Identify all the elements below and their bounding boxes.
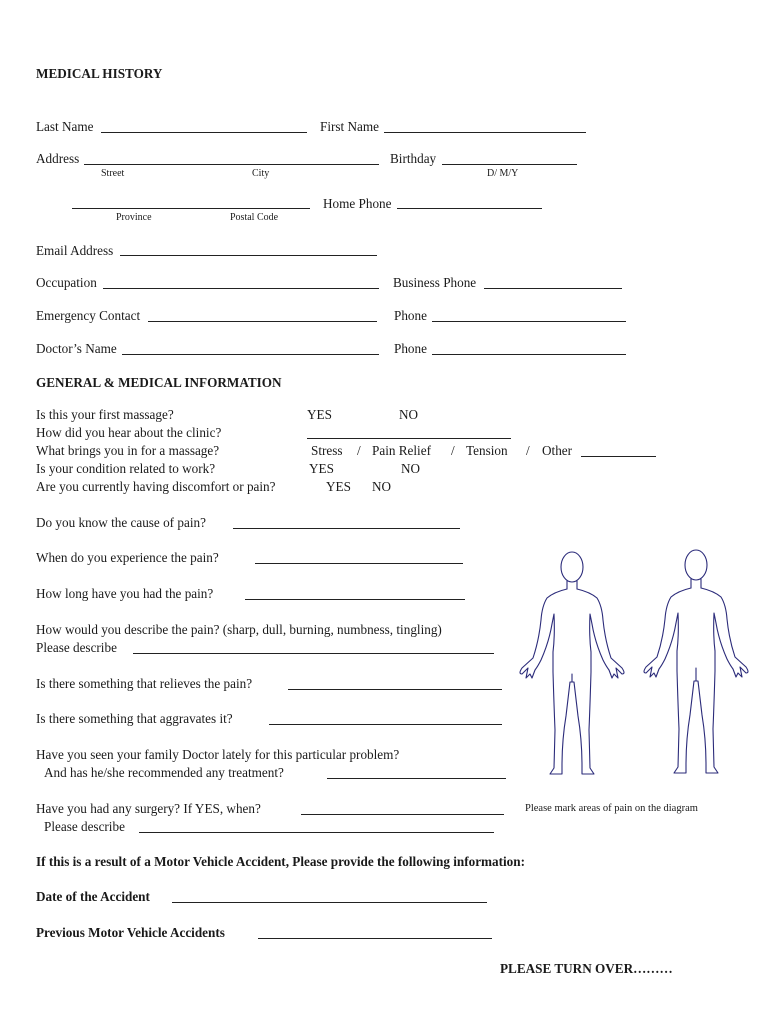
front-body-figure: [520, 552, 624, 774]
recommended-field[interactable]: [327, 778, 506, 779]
first-massage-yes[interactable]: YES: [307, 407, 332, 422]
emergency-contact-field[interactable]: [148, 321, 377, 322]
cause-field[interactable]: [233, 528, 460, 529]
emergency-contact-label: Emergency Contact: [36, 308, 141, 323]
business-phone-field[interactable]: [484, 288, 622, 289]
when-question: When do you experience the pain?: [36, 550, 219, 565]
street-caption: Street: [101, 168, 125, 179]
doctor-phone-label: Phone: [394, 341, 427, 356]
discomfort-yes[interactable]: YES: [326, 479, 351, 494]
how-long-question: How long have you had the pain?: [36, 586, 214, 601]
other-field[interactable]: [581, 456, 656, 457]
diagram-caption: Please mark areas of pain on the diagram: [525, 803, 698, 814]
aggravates-field[interactable]: [269, 724, 502, 725]
business-phone-label: Business Phone: [393, 275, 477, 290]
recommended-question: And has he/she recommended any treatment?: [44, 765, 284, 780]
work-no[interactable]: NO: [401, 461, 421, 476]
home-phone-field[interactable]: [397, 208, 542, 209]
province-postal-field[interactable]: [72, 208, 310, 209]
first-name-field[interactable]: [384, 132, 586, 133]
describe-question: How would you describe the pain? (sharp, dull, burning, numbness, tingling): [36, 622, 442, 637]
when-field[interactable]: [255, 563, 463, 564]
mva-heading: If this is a result of a Motor Vehicle Accident, Please provide the following information:: [36, 854, 526, 869]
email-field[interactable]: [120, 255, 377, 256]
back-body-figure: [644, 550, 748, 773]
first-massage-question: Is this your first massage?: [36, 407, 174, 422]
work-question: Is your condition related to work?: [36, 461, 216, 476]
postal-code-caption: Postal Code: [230, 212, 279, 223]
hear-question: How did you hear about the clinic?: [36, 425, 222, 440]
option-other[interactable]: Other: [542, 443, 573, 458]
surgery-question: Have you had any surgery? If YES, when?: [36, 801, 261, 816]
birthday-label: Birthday: [390, 151, 437, 166]
surgery-describe-field[interactable]: [139, 832, 494, 833]
home-phone-label: Home Phone: [323, 196, 392, 211]
discomfort-question: Are you currently having discomfort or pain?: [36, 479, 276, 494]
occupation-label: Occupation: [36, 275, 97, 290]
email-label: Email Address: [36, 243, 114, 258]
turn-over-note: PLEASE TURN OVER………: [500, 961, 673, 976]
relieves-question: Is there something that relieves the pain?: [36, 676, 253, 691]
birthday-field[interactable]: [442, 164, 577, 165]
hear-field[interactable]: [307, 438, 511, 439]
cause-question: Do you know the cause of pain?: [36, 515, 206, 530]
province-caption: Province: [116, 212, 152, 223]
please-describe-label: Please describe: [36, 640, 117, 655]
aggravates-question: Is there something that aggravates it?: [36, 711, 233, 726]
separator: /: [526, 443, 530, 458]
option-pain-relief[interactable]: Pain Relief: [372, 443, 431, 458]
doctors-name-field[interactable]: [122, 354, 379, 355]
body-diagram[interactable]: [508, 540, 770, 780]
work-yes[interactable]: YES: [309, 461, 334, 476]
doctor-phone-field[interactable]: [432, 354, 626, 355]
doctor-question: Have you seen your family Doctor lately for this particular problem?: [36, 747, 400, 762]
general-heading: GENERAL & MEDICAL INFORMATION: [36, 375, 282, 390]
address-label: Address: [36, 151, 80, 166]
separator: /: [451, 443, 455, 458]
page-title: MEDICAL HISTORY: [36, 66, 163, 81]
separator: /: [357, 443, 361, 458]
option-stress[interactable]: Stress: [311, 443, 343, 458]
previous-accidents-label: Previous Motor Vehicle Accidents: [36, 925, 225, 940]
accident-date-label: Date of the Accident: [36, 889, 150, 904]
date-format-caption: D/ M/Y: [487, 168, 519, 179]
surgery-describe-label: Please describe: [44, 819, 125, 834]
first-massage-no[interactable]: NO: [399, 407, 419, 422]
option-tension[interactable]: Tension: [466, 443, 508, 458]
last-name-label: Last Name: [36, 119, 94, 134]
how-long-field[interactable]: [245, 599, 465, 600]
brings-question: What brings you in for a massage?: [36, 443, 220, 458]
describe-field[interactable]: [133, 653, 494, 654]
last-name-field[interactable]: [101, 132, 307, 133]
previous-accidents-field[interactable]: [258, 938, 492, 939]
doctors-name-label: Doctor’s Name: [36, 341, 117, 356]
first-name-label: First Name: [320, 119, 379, 134]
emergency-phone-field[interactable]: [432, 321, 626, 322]
address-field[interactable]: [84, 164, 379, 165]
discomfort-no[interactable]: NO: [372, 479, 392, 494]
occupation-field[interactable]: [103, 288, 379, 289]
accident-date-field[interactable]: [172, 902, 487, 903]
surgery-field[interactable]: [301, 814, 504, 815]
city-caption: City: [252, 168, 270, 179]
emergency-phone-label: Phone: [394, 308, 427, 323]
relieves-field[interactable]: [288, 689, 502, 690]
